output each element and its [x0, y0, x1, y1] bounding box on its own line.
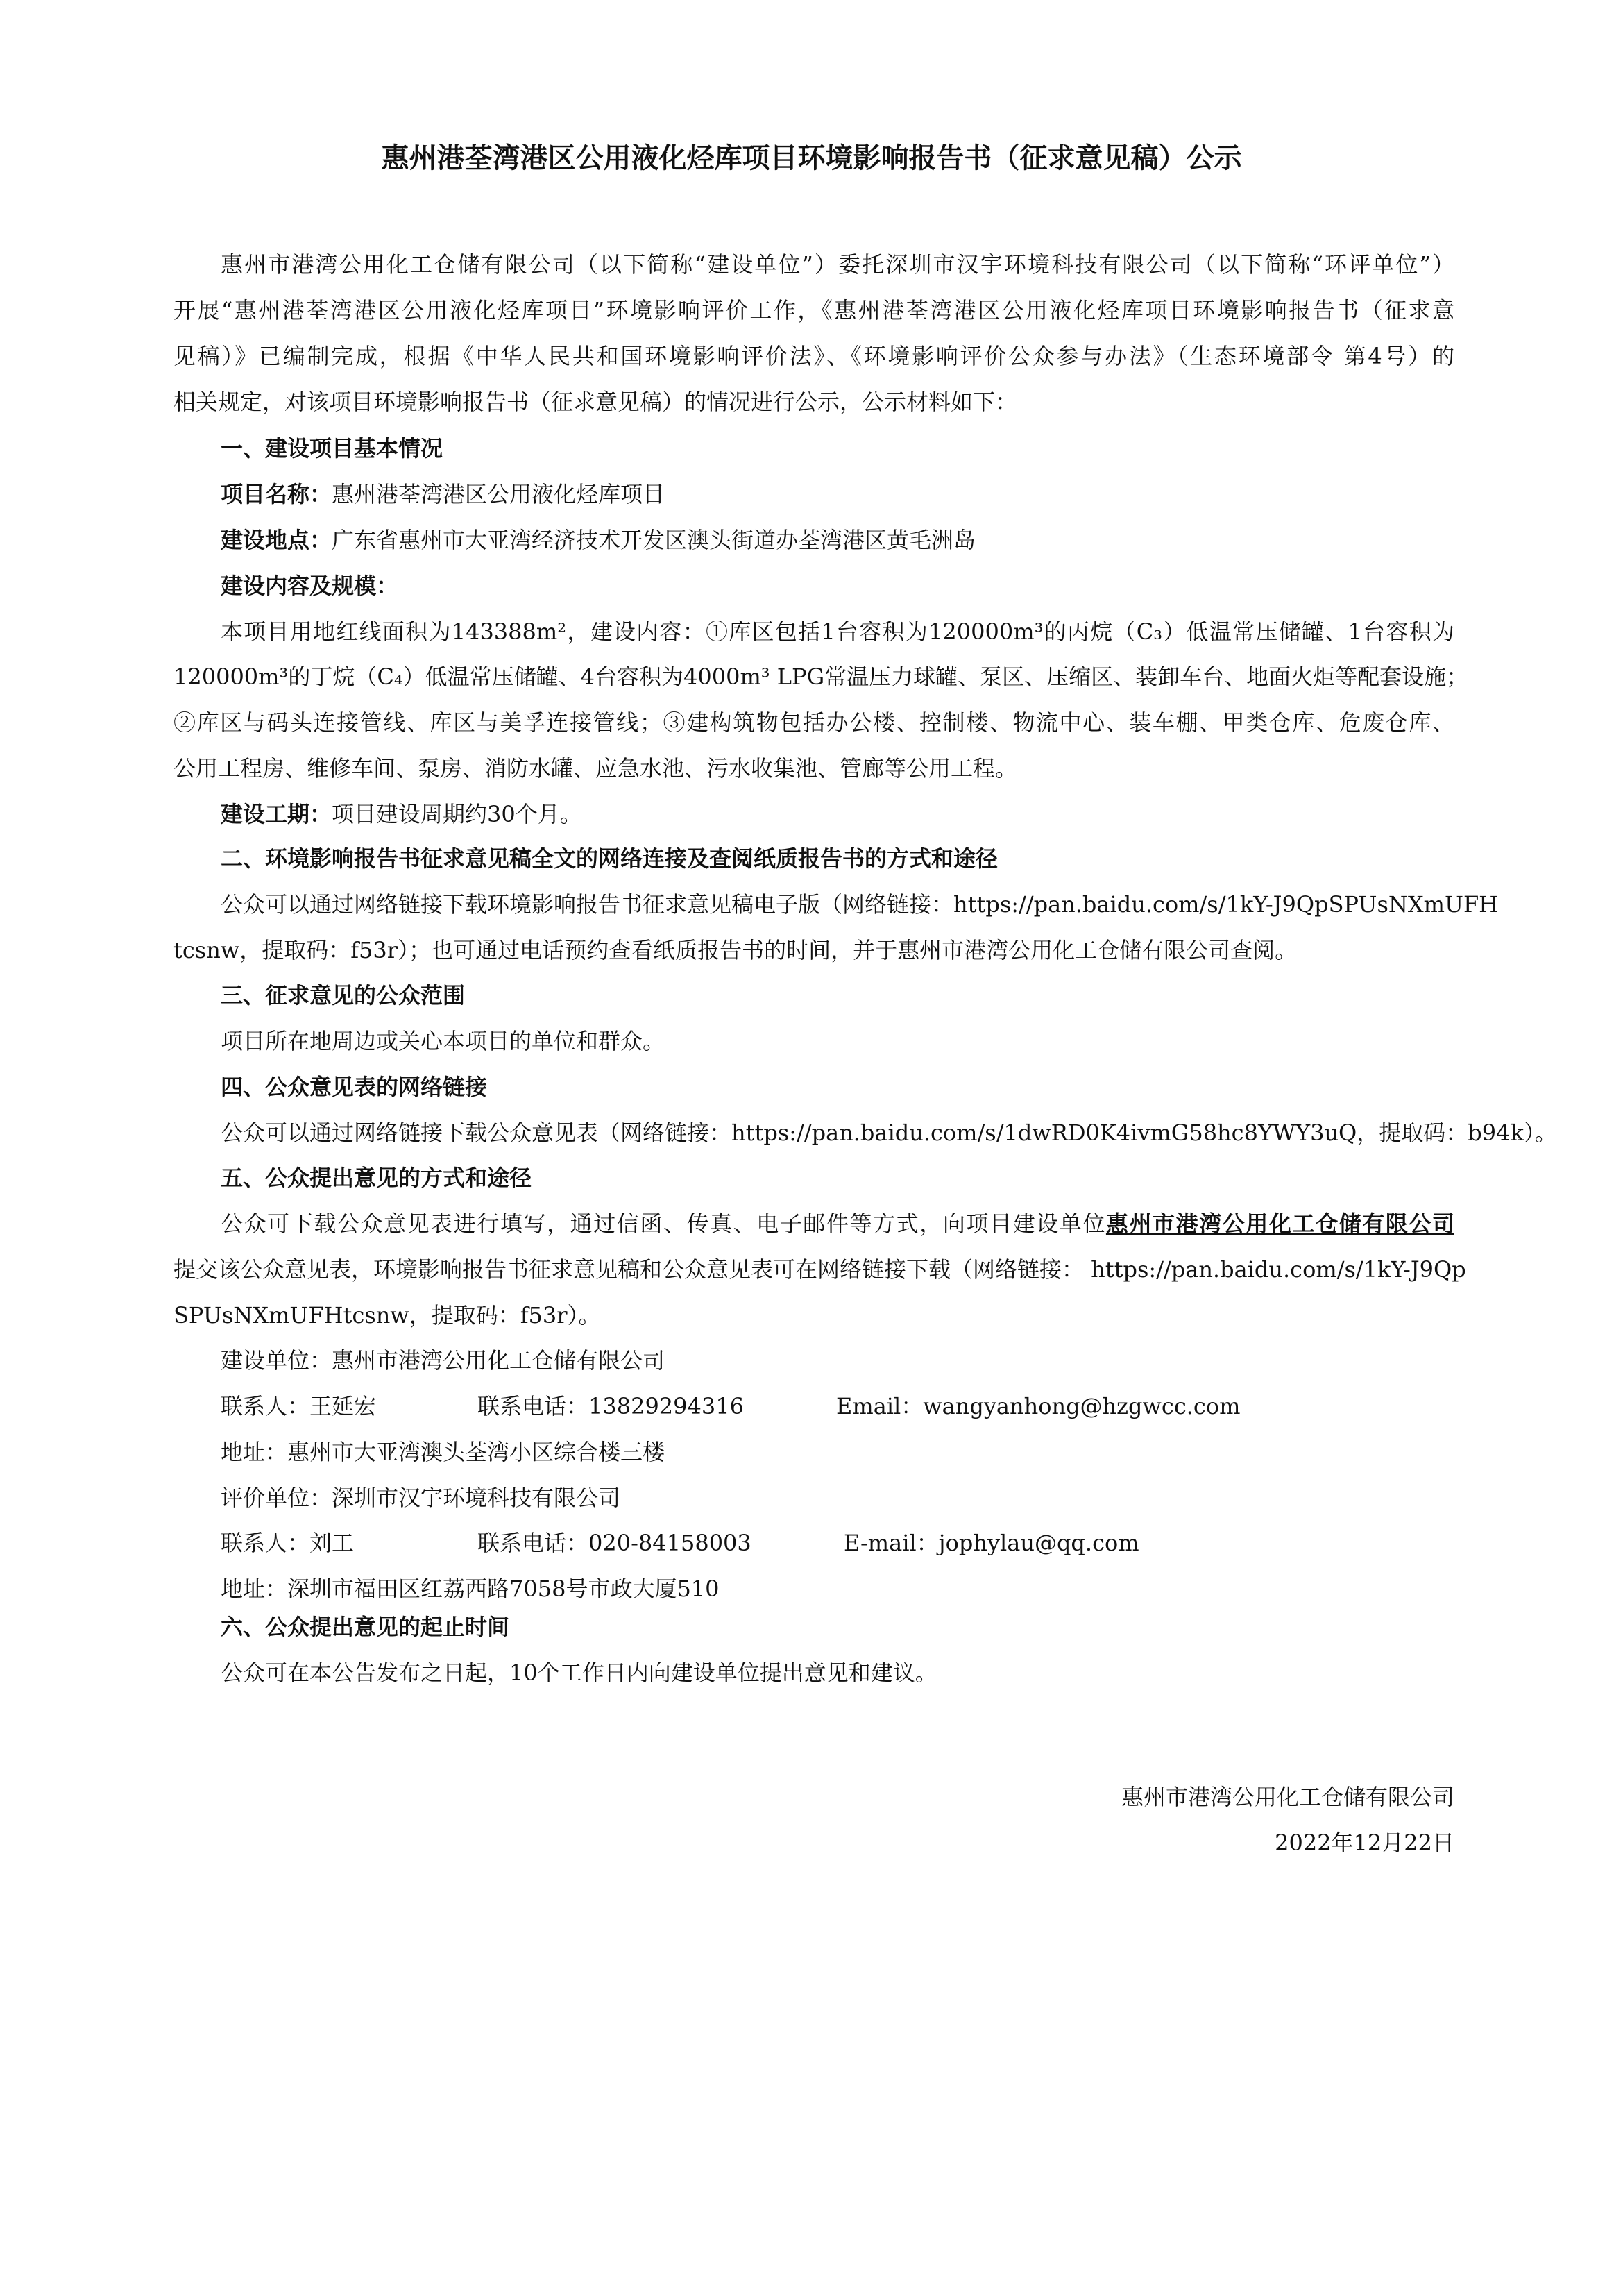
builder-address: 地址：惠州市大亚湾澳头荃湾小区综合楼三楼 — [221, 1439, 665, 1465]
contact-person: 联系人：王延宏 — [221, 1393, 377, 1419]
builder-contact-row — [221, 1383, 1454, 1429]
section-heading-4: 四、公众意见表的网络链接 — [221, 1074, 488, 1100]
signature-date: 2022年12月22日 — [1275, 1830, 1454, 1856]
s2-line: tcsnw，提取码：f53r）；也可通过电话预约查看纸质报告书的时间，并于惠州市港湾公用化工仓储有限公司查阅。 — [173, 937, 1298, 963]
scale-line: 本项目用地红线面积为143388m²，建设内容：①库区包括1台容积为120000m³的丙烷（C₃）低温常压储罐、1台容积为 — [221, 618, 1454, 645]
label: 建设工期： — [221, 801, 332, 827]
s5-line: 提交该公众意见表，环境影响报告书征求意见稿和公众意见表可在网络链接下载（网络链接： https://pan.baidu.com/s/1kY-J9Qp — [173, 1256, 1466, 1283]
s2-line: 公众可以通过网络链接下载环境影响报告书征求意见稿电子版（网络链接：https://pan.baidu.com/s/1kY-J9QpSPUsNXmUFH — [221, 891, 1499, 918]
company-link: 惠州市港湾公用化工仓储有限公司 — [1105, 1210, 1454, 1237]
signature-org: 惠州市港湾公用化工仓储有限公司 — [1121, 1784, 1454, 1810]
contact-phone: 联系电话：020-84158003 — [477, 1530, 751, 1556]
section-heading-5: 五、公众提出意见的方式和途径 — [221, 1165, 532, 1191]
eval-address: 地址：深圳市福田区红荔西路7058号市政大厦510 — [221, 1576, 720, 1602]
section-heading-1: 一、建设项目基本情况 — [221, 435, 443, 462]
contact-email: E-mail：jophylau@qq.com — [844, 1530, 1139, 1556]
intro-line: 相关规定，对该项目环境影响报告书（征求意见稿）的情况进行公示，公示材料如下： — [173, 389, 1018, 415]
value: 广东省惠州市大亚湾经济技术开发区澳头街道办荃湾港区黄毛洲岛 — [332, 527, 976, 553]
construction-period — [221, 791, 1454, 837]
project-location — [221, 517, 1454, 563]
value: 项目建设周期约30个月。 — [332, 801, 582, 827]
contact-phone: 联系电话：13829294316 — [477, 1393, 744, 1419]
section-heading-3: 三、征求意见的公众范围 — [221, 982, 466, 1008]
scale-line: 公用工程房、维修车间、泵房、消防水罐、应急水池、污水收集池、管廊等公用工程。 — [173, 755, 1018, 782]
scale-label: 建设内容及规模： — [221, 573, 399, 599]
scale-line: 120000m³的丁烷（C₄）低温常压储罐、4台容积为4000m³ LPG常温压力球罐、泵区、压缩区、装卸车台、地面火炬等配套设施； — [173, 664, 1469, 690]
contact-person: 联系人：刘工 — [221, 1530, 355, 1556]
value: 惠州港荃湾港区公用液化烃库项目 — [332, 481, 665, 507]
label: 项目名称： — [221, 481, 332, 507]
intro-line: 惠州市港湾公用化工仓储有限公司（以下简称“建设单位”）委托深圳市汉宇环境科技有限公司（以下简称“环评单位”） — [221, 251, 1454, 278]
text: 公众可下载公众意见表进行填写，通过信函、传真、电子邮件等方式，向项目建设单位 — [221, 1210, 1106, 1237]
section-heading-6: 六、公众提出意见的起止时间 — [221, 1614, 510, 1640]
project-name — [221, 471, 1454, 517]
evaluation-unit: 评价单位：深圳市汉宇环境科技有限公司 — [221, 1485, 621, 1511]
page-title: 惠州港荃湾港区公用液化烃库项目环境影响报告书（征求意见稿）公示 — [381, 142, 1242, 174]
eval-contact-row — [221, 1520, 1454, 1566]
s5-line — [221, 1201, 1454, 1247]
intro-line: 开展“惠州港荃湾港区公用液化烃库项目”环境影响评价工作，《惠州港荃湾港区公用液化烃库项目环境影响报告书（征求意 — [173, 297, 1454, 323]
builder-unit: 建设单位：惠州市港湾公用化工仓储有限公司 — [221, 1347, 665, 1374]
intro-line: 见稿）》已编制完成，根据《中华人民共和国环境影响评价法》、《环境影响评价公众参与办法》（生态环境部令 第4号）的 — [173, 343, 1454, 369]
s4-text: 公众可以通过网络链接下载公众意见表（网络链接：https://pan.baidu.com/s/1dwRD0K4ivmG58hc8YWY3uQ，提取码：b94k）。 — [221, 1120, 1557, 1146]
s3-text: 项目所在地周边或关心本项目的单位和群众。 — [221, 1028, 665, 1054]
s5-line: SPUsNXmUFHtcsnw，提取码：f53r）。 — [173, 1302, 601, 1328]
scale-line: ②库区与码头连接管线、库区与美孚连接管线；③建构筑物包括办公楼、控制楼、物流中心、装车棚、甲类仓库、危废仓库、 — [173, 709, 1454, 736]
section-heading-2: 二、环境影响报告书征求意见稿全文的网络连接及查阅纸质报告书的方式和途径 — [221, 845, 999, 872]
contact-email: Email：wangyanhong@hzgwcc.com — [836, 1393, 1241, 1419]
s6-text: 公众可在本公告发布之日起，10个工作日内向建设单位提出意见和建议。 — [221, 1660, 937, 1686]
label: 建设地点： — [221, 527, 332, 553]
